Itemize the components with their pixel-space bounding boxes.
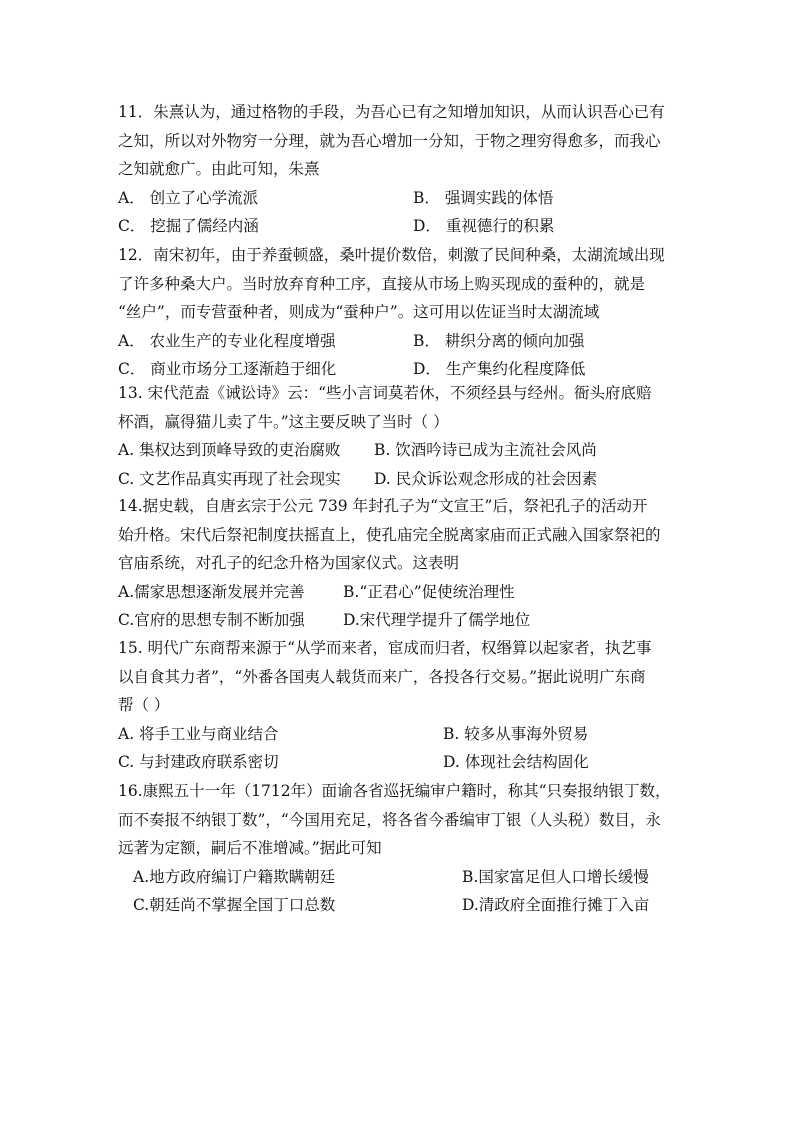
option-c[interactable]: C． 挖掘了儒经内涵	[118, 217, 259, 235]
stem-line: 以自食其力者”，“外番各国夷人载货而来广，各投各行交易。”据此说明广东商	[118, 667, 646, 686]
option-row	[118, 748, 698, 777]
option-a[interactable]: A． 创立了心学流派	[118, 188, 259, 207]
option-row	[118, 891, 698, 920]
option-row	[118, 606, 698, 635]
option-a[interactable]: A. 将手工业与商业结合	[118, 724, 279, 743]
stem-line: 官庙系统，对孔子的纪念升格为国家仪式。这表明	[118, 554, 460, 572]
stem-line: 之知就愈广。由此可知，朱熹	[118, 160, 320, 178]
option-row	[118, 720, 698, 749]
option-a[interactable]: A． 农业生产的专业化程度增强	[118, 331, 336, 350]
option-b[interactable]: B． 耕织分离的倾向加强	[413, 331, 585, 350]
stem-line: 杯酒，赢得猫儿卖了牛。”这主要反映了当时（ ）	[118, 412, 449, 431]
option-d[interactable]: D. 民众诉讼观念形成的社会因素	[374, 469, 598, 488]
stem-line: 始升格。宋代后祭祀制度扶摇直上，使孔庙完全脱离家庙而正式融入国家祭祀的	[118, 525, 661, 544]
option-b[interactable]: B.国家富足但人口增长缓慢	[462, 867, 649, 886]
option-row	[118, 327, 698, 356]
question-stem	[118, 634, 698, 720]
question-stem	[118, 241, 698, 327]
option-c[interactable]: C. 与封建政府联系密切	[118, 753, 279, 771]
question-stem	[118, 379, 698, 436]
option-b[interactable]: B． 强调实践的体悟	[413, 188, 554, 207]
question-12	[118, 241, 698, 384]
stem-line: 11．朱熹认为，通过格物的手段，为吾心已有之知增加知识，从而认识吾心已有	[118, 103, 665, 121]
stem-line: 了许多种桑大户。当时放弃育种工序，直接从市场上购买现成的蚕种的，就是	[118, 274, 646, 293]
option-c[interactable]: C. 文艺作品真实再现了社会现实	[118, 469, 341, 488]
option-row	[118, 184, 698, 213]
option-c[interactable]: C． 商业市场分工逐渐趋于细化	[118, 360, 337, 378]
stem-line: 帮（ ）	[118, 696, 170, 714]
option-row	[118, 212, 698, 241]
question-11	[118, 98, 698, 241]
stem-line: 远著为定额，嗣后不准增减。”据此可知	[118, 839, 382, 857]
stem-line: 14.据史载，自唐玄宗于公元 739 年封孔子为“文宣王”后，祭祀孔子的活动开	[118, 497, 648, 515]
question-stem	[118, 777, 698, 863]
option-d[interactable]: D. 体现社会结构固化	[443, 753, 589, 771]
stem-line: 15. 明代广东商帮来源于“从学而来者，宦成而归者，权缗算以起家者，执艺事	[118, 639, 652, 657]
option-row	[118, 863, 698, 892]
option-b[interactable]: B. 饮酒吟诗已成为主流社会风尚	[374, 441, 597, 459]
stem-line: 13. 宋代范盍《诫讼诗》云：“些小言词莫若休，不须经县与经州。衙头府底赔	[118, 384, 652, 402]
option-a[interactable]: A.地方政府编订户籍欺瞒朝廷	[133, 867, 336, 886]
question-stem	[118, 492, 698, 578]
option-row	[118, 465, 698, 494]
question-15	[118, 634, 698, 777]
question-16	[118, 777, 698, 920]
stem-line: “丝户”，而专营蚕种者，则成为“蚕种户”。这可用以佐证当时太湖流域	[118, 303, 600, 321]
option-row	[118, 578, 698, 607]
option-b[interactable]: B.“正君心”促使统治理性	[343, 582, 515, 601]
stem-line: 16.康熙五十一年（1712年）面谕各省巡抚编审户籍时，称其“只奏报纳银丁数，	[118, 782, 671, 800]
option-d[interactable]: D.清政府全面推行摊丁入亩	[462, 896, 650, 914]
option-c[interactable]: C.朝廷尚不掌握全国丁口总数	[133, 896, 336, 914]
option-c[interactable]: C.官府的思想专制不断加强	[118, 611, 305, 629]
option-b[interactable]: B. 较多从事海外贸易	[443, 724, 589, 743]
stem-line: 之知，所以对外物穷一分理，就为吾心增加一分知，于物之理穷得愈多，而我心	[118, 131, 661, 150]
option-d[interactable]: D.宋代理学提升了儒学地位	[343, 611, 531, 629]
question-14	[118, 492, 698, 635]
option-d[interactable]: D． 生产集约化程度降低	[413, 360, 586, 378]
stem-line: 而不奏报不纳银丁数”，“今国用充足，将各省今番编审丁银（人头税）数目，永	[118, 810, 661, 829]
question-13	[118, 379, 698, 493]
stem-line: 12．南宋初年，由于养蚕顿盛，桑叶提价数倍，刺激了民间种桑，太湖流域出现	[118, 246, 665, 264]
option-row	[118, 436, 698, 465]
option-a[interactable]: A. 集权达到顶峰导致的吏治腐败	[118, 441, 341, 459]
option-a[interactable]: A.儒家思想逐渐发展并完善	[118, 582, 305, 601]
option-d[interactable]: D． 重视德行的积累	[413, 217, 555, 235]
question-stem	[118, 98, 698, 184]
